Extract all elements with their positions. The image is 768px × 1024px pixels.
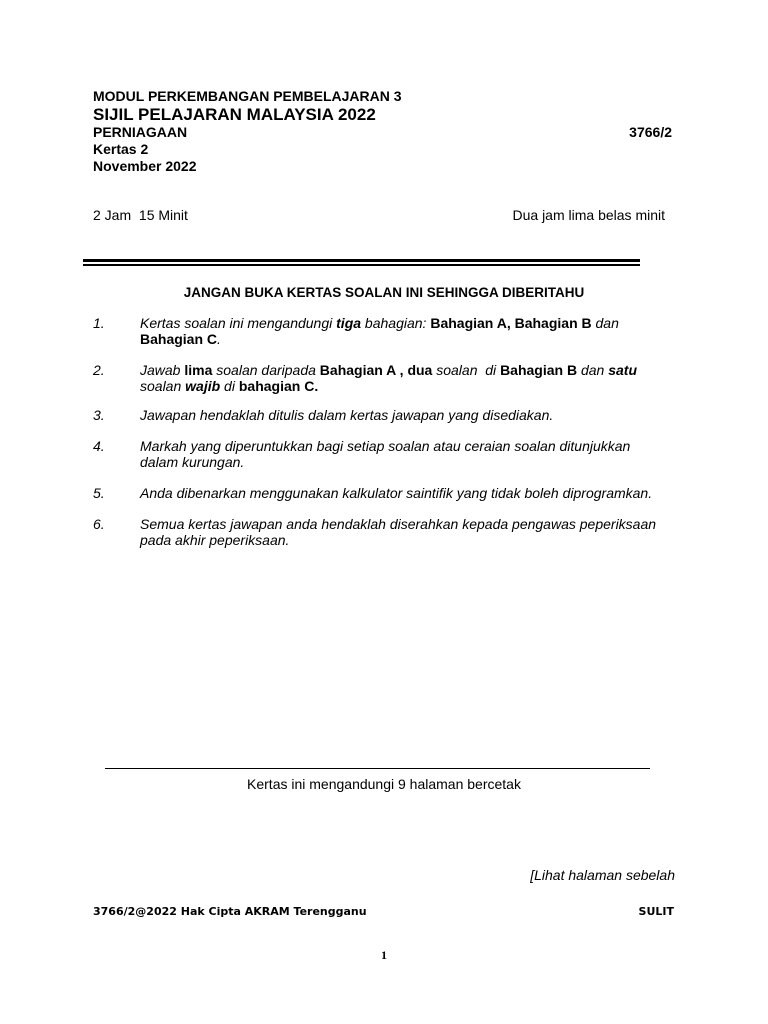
instruction-run: dan xyxy=(591,315,619,331)
instruction-run: dan xyxy=(577,362,609,378)
instruction-number: 3. xyxy=(93,407,105,423)
subject-code: 3766/2 xyxy=(629,124,672,140)
instruction-item xyxy=(140,516,700,548)
instruction-run: soalan di xyxy=(432,362,501,378)
paper-number: Kertas 2 xyxy=(93,141,149,157)
instruction-run: Bahagian A , dua xyxy=(319,362,433,378)
instruction-run: Semua kertas jawapan anda hendaklah diserahkan kepada pengawas peperiksaan xyxy=(140,516,657,532)
duration-short: 2 Jam 15 Minit xyxy=(93,207,188,223)
instruction-run: soalan daripada xyxy=(212,362,320,378)
instruction-number: 1. xyxy=(93,315,105,331)
instructions-title: JANGAN BUKA KERTAS SOALAN INI SEHINGGA DIBERITAHU xyxy=(183,285,585,300)
instruction-run: . xyxy=(217,331,221,347)
instruction-run: pada akhir peperiksaan. xyxy=(140,532,290,548)
instruction-line xyxy=(140,331,700,347)
subject-name: PERNIAGAAN xyxy=(93,124,188,140)
instruction-item xyxy=(140,407,700,423)
instruction-line xyxy=(140,315,700,331)
instruction-item xyxy=(140,362,700,394)
instruction-number: 2. xyxy=(93,362,105,378)
instruction-line xyxy=(140,485,700,501)
instruction-line xyxy=(140,378,700,394)
instruction-run: Jawapan hendaklah ditulis dalam kertas jawapan yang disediakan. xyxy=(140,407,554,423)
instruction-item xyxy=(140,485,700,501)
instruction-line xyxy=(140,454,700,470)
instruction-run: lima xyxy=(184,362,213,378)
instruction-run: bahagian C. xyxy=(238,378,319,394)
next-page-note: [Lihat halaman sebelah xyxy=(530,867,675,883)
instruction-item xyxy=(140,438,700,470)
instruction-number: 5. xyxy=(93,485,105,501)
instruction-run: wajib xyxy=(185,378,221,394)
page-number: 1 xyxy=(381,948,387,962)
instruction-line xyxy=(140,516,700,532)
instruction-run: satu xyxy=(608,362,638,378)
instruction-run: Anda dibenarkan menggunakan kalkulator saintifik yang tidak boleh diprogramkan. xyxy=(140,485,653,501)
page-count-note: Kertas ini mengandungi 9 halaman bercetak xyxy=(247,776,521,792)
instruction-run: Bahagian C xyxy=(140,331,218,347)
instruction-line xyxy=(140,407,700,423)
instruction-number: 6. xyxy=(93,516,105,532)
header-rule-bottom xyxy=(83,264,640,266)
footer-rule xyxy=(105,768,650,769)
instruction-line xyxy=(140,362,700,378)
instruction-number: 4. xyxy=(93,438,105,454)
classification-label: SULIT xyxy=(638,905,674,918)
instruction-run: Bahagian B xyxy=(500,362,578,378)
instruction-run: Markah yang diperuntukkan bagi setiap soalan atau ceraian soalan ditunjukkan xyxy=(140,438,631,454)
instruction-run: Kertas soalan ini mengandungi xyxy=(140,315,337,331)
instruction-run: Jawab xyxy=(140,362,185,378)
instruction-line xyxy=(140,438,700,454)
instruction-run: Bahagian A, Bahagian B xyxy=(430,315,592,331)
instruction-run: bahagian: xyxy=(361,315,431,331)
duration-words: Dua jam lima belas minit xyxy=(512,207,665,223)
instruction-line xyxy=(140,532,700,548)
exam-title: SIJIL PELAJARAN MALAYSIA 2022 xyxy=(93,105,376,124)
instruction-item xyxy=(140,315,700,347)
instruction-run: soalan xyxy=(140,378,186,394)
instruction-run: tiga xyxy=(336,315,362,331)
copyright-notice: 3766/2@2022 Hak Cipta AKRAM Terengganu xyxy=(93,905,367,918)
instruction-run: di xyxy=(220,378,239,394)
instruction-run: dalam kurungan. xyxy=(140,454,245,470)
header-rule-top xyxy=(83,259,640,262)
module-title: MODUL PERKEMBANGAN PEMBELAJARAN 3 xyxy=(93,88,402,104)
exam-date: November 2022 xyxy=(93,158,197,174)
